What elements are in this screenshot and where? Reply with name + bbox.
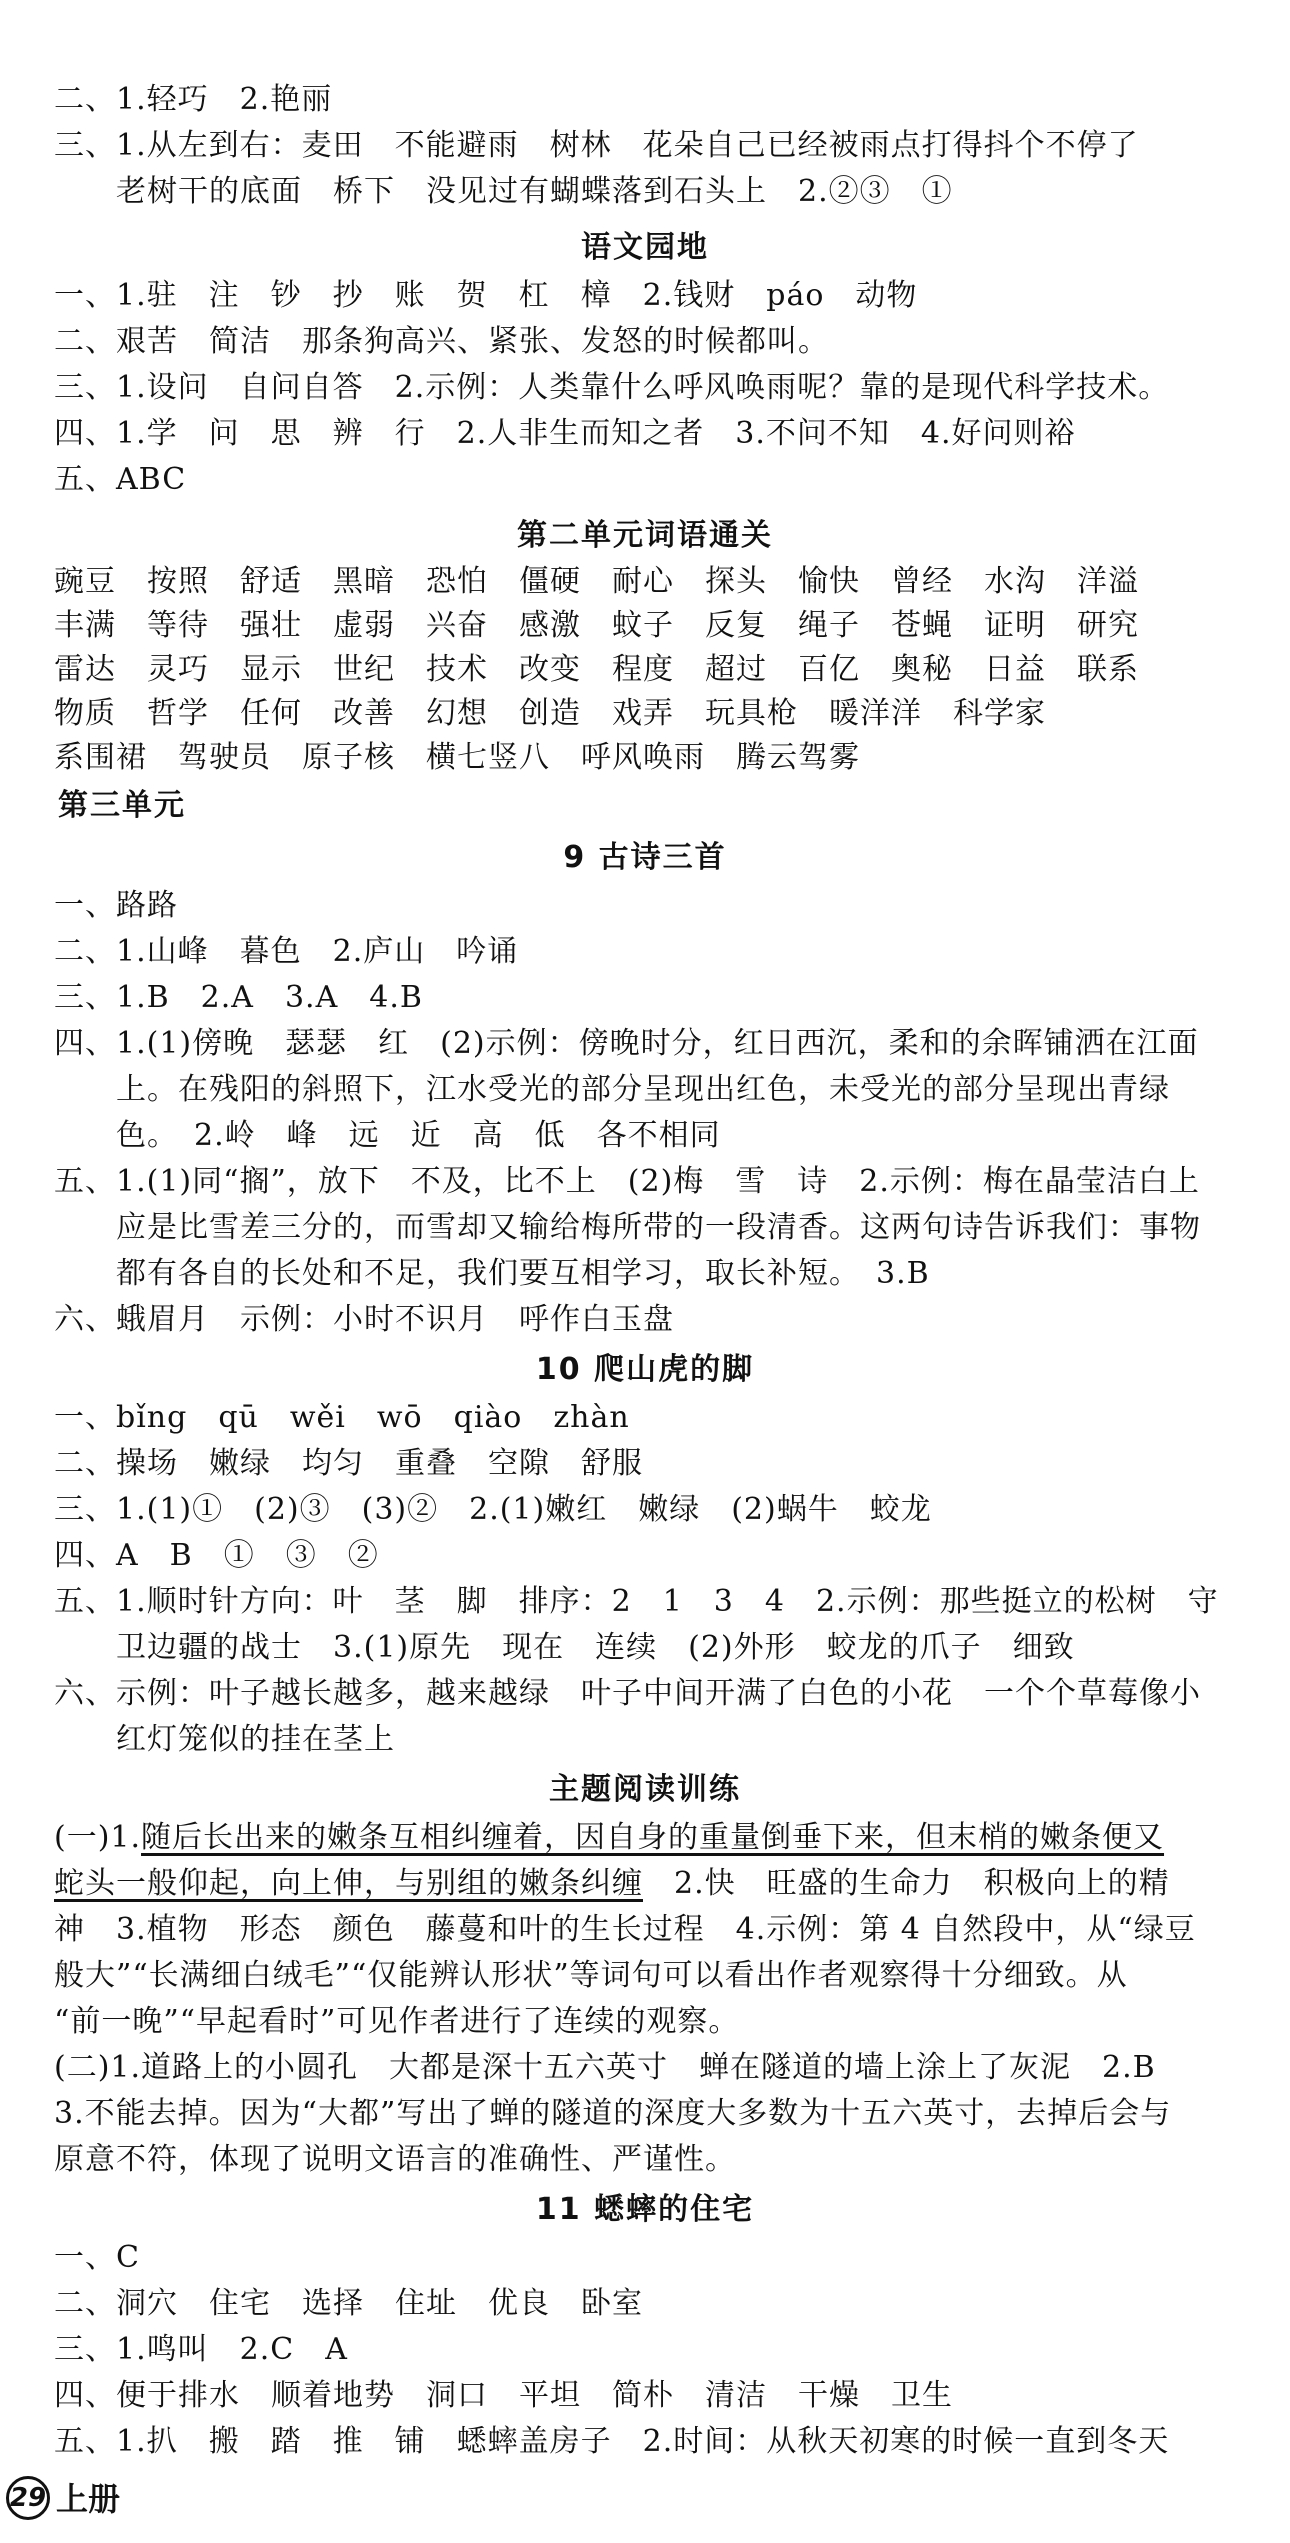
answer-line: 五、1.顺时针方向：叶 茎 脚 排序：2 1 3 4 2.示例：那些挺立的松树 守 <box>54 1584 1219 1619</box>
word-row: 雷达 灵巧 显示 世纪 技术 改变 程度 超过 百亿 奥秘 日益 联系 <box>54 652 1139 687</box>
section-title: 10 爬山虎的脚 <box>535 1352 755 1387</box>
answer-line: 三、1.设问 自问自答 2.示例：人类靠什么呼风唤雨呢？靠的是现代科学技术。 <box>54 370 1170 405</box>
answer-line <box>54 1862 1290 1906</box>
word-row: 系围裙 驾驶员 原子核 横七竖八 呼风唤雨 腾云驾雾 <box>54 740 860 775</box>
word-row: 物质 哲学 任何 改善 幻想 创造 戏弄 玩具枪 暖洋洋 科学家 <box>54 696 1046 731</box>
answer-line: 一、路路 <box>54 888 178 923</box>
answer-line <box>54 1816 1290 1860</box>
answer-line: 都有各自的长处和不足，我们要互相学习，取长补短。 3.B <box>54 1256 930 1291</box>
answer-line: (二)1.道路上的小圆孔 大都是深十五六英寸 蝉在隧道的墙上涂上了灰泥 2.B <box>54 2050 1156 2085</box>
volume-label: 上册 <box>56 2480 121 2518</box>
answer-line: 卫边疆的战士 3.(1)原先 现在 连续 (2)外形 蛟龙的爪子 细致 <box>54 1630 1075 1665</box>
answer-line: 六、蛾眉月 示例：小时不识月 呼作白玉盘 <box>54 1302 674 1337</box>
answer-line: “前一晚”“早起看时”可见作者进行了连续的观察。 <box>54 2004 740 2039</box>
answer-line: 三、1.(1)① (2)③ (3)② 2.(1)嫩红 嫩绿 (2)蜗牛 蛟龙 <box>54 1492 932 1527</box>
answer-line: 老树干的底面 桥下 没见过有蝴蝶落到石头上 2.②③ ① <box>54 174 953 209</box>
answer-line: 色。 2.岭 峰 远 近 高 低 各不相同 <box>54 1118 721 1153</box>
word-row: 丰满 等待 强壮 虚弱 兴奋 感激 蚊子 反复 绳子 苍蝇 证明 研究 <box>54 608 1139 643</box>
section-title: 9 古诗三首 <box>563 840 727 875</box>
answer-line: 三、1.鸣叫 2.C A <box>54 2332 348 2367</box>
answer-line: 二、艰苦 简洁 那条狗高兴、紧张、发怒的时候都叫。 <box>54 324 829 359</box>
answer-line: 一、bǐng qū wěi wō qiào zhàn <box>54 1400 630 1435</box>
answer-line: 二、1.轻巧 2.艳丽 <box>54 82 333 117</box>
answer-line: 红灯笼似的挂在茎上 <box>54 1722 395 1757</box>
answer-line: 五、1.扒 搬 踏 推 铺 蟋蟀盖房子 2.时间：从秋天初寒的时候一直到冬天 <box>54 2424 1170 2459</box>
answer-line: 三、1.从左到右：麦田 不能避雨 树林 花朵自己已经被雨点打得抖个不停了 <box>54 128 1139 163</box>
section-title: 主题阅读训练 <box>549 1772 741 1807</box>
underlined-answer: 随后长出来的嫩条互相纠缠着，因自身的重量倒垂下来，但末梢的嫩条便又 <box>141 1820 1165 1855</box>
answer-line: 四、1.学 问 思 辨 行 2.人非生而知之者 3.不问不知 4.好问则裕 <box>54 416 1076 451</box>
answer-text: 2.快 旺盛的生命力 积极向上的精 <box>643 1866 1170 1901</box>
answer-line: 四、便于排水 顺着地势 洞口 平坦 简朴 清洁 干燥 卫生 <box>54 2378 953 2413</box>
unit-title: 第三单元 <box>58 788 186 823</box>
answer-line: 上。在残阳的斜照下，江水受光的部分呈现出红色，未受光的部分呈现出青绿 <box>54 1072 1170 1107</box>
answer-line: 六、示例：叶子越长越多，越来越绿 叶子中间开满了白色的小花 一个个草莓像小 <box>54 1676 1201 1711</box>
answer-line: 四、A B ① ③ ② <box>54 1538 379 1573</box>
answer-line: 二、操场 嫩绿 均匀 重叠 空隙 舒服 <box>54 1446 643 1481</box>
answer-line: 一、1.驻 注 钞 抄 账 贺 杠 樟 2.钱财 páo 动物 <box>54 278 918 313</box>
answer-line: 3.不能去掉。因为“大都”写出了蝉的隧道的深度大多数为十五六英寸，去掉后会与 <box>54 2096 1172 2131</box>
answer-line: 一、C <box>54 2240 140 2275</box>
answer-line: 四、1.(1)傍晚 瑟瑟 红 (2)示例：傍晚时分，红日西沉，柔和的余晖铺洒在江面 <box>54 1026 1199 1061</box>
answer-prefix: (一)1. <box>54 1820 142 1855</box>
answer-line: 五、ABC <box>54 462 187 497</box>
word-row: 豌豆 按照 舒适 黑暗 恐怕 僵硬 耐心 探头 愉快 曾经 水沟 洋溢 <box>54 564 1139 599</box>
section-title: 11 蟋蟀的住宅 <box>535 2192 755 2227</box>
underlined-answer: 蛇头一般仰起，向上伸，与别组的嫩条纠缠 <box>54 1866 643 1901</box>
answer-line: 神 3.植物 形态 颜色 藤蔓和叶的生长过程 4.示例：第 4 自然段中，从“绿豆 <box>54 1912 1196 1947</box>
answer-line: 五、1.(1)同“搁”，放下 不及，比不上 (2)梅 雪 诗 2.示例：梅在晶莹洁白上 <box>54 1164 1200 1199</box>
page-number-badge: 29 <box>6 2476 50 2520</box>
answer-line: 二、1.山峰 暮色 2.庐山 吟诵 <box>54 934 519 969</box>
answer-line: 三、1.B 2.A 3.A 4.B <box>54 980 423 1015</box>
answer-line: 原意不符，体现了说明文语言的准确性、严谨性。 <box>54 2142 736 2177</box>
answer-line: 般大”“长满细白绒毛”“仅能辨认形状”等词句可以看出作者观察得十分细致。从 <box>54 1958 1128 1993</box>
section-title: 语文园地 <box>581 230 709 265</box>
answer-line: 二、洞穴 住宅 选择 住址 优良 卧室 <box>54 2286 643 2321</box>
answer-line: 应是比雪差三分的，而雪却又输给梅所带的一段清香。这两句诗告诉我们：事物 <box>54 1210 1201 1245</box>
section-title: 第二单元词语通关 <box>517 518 773 553</box>
